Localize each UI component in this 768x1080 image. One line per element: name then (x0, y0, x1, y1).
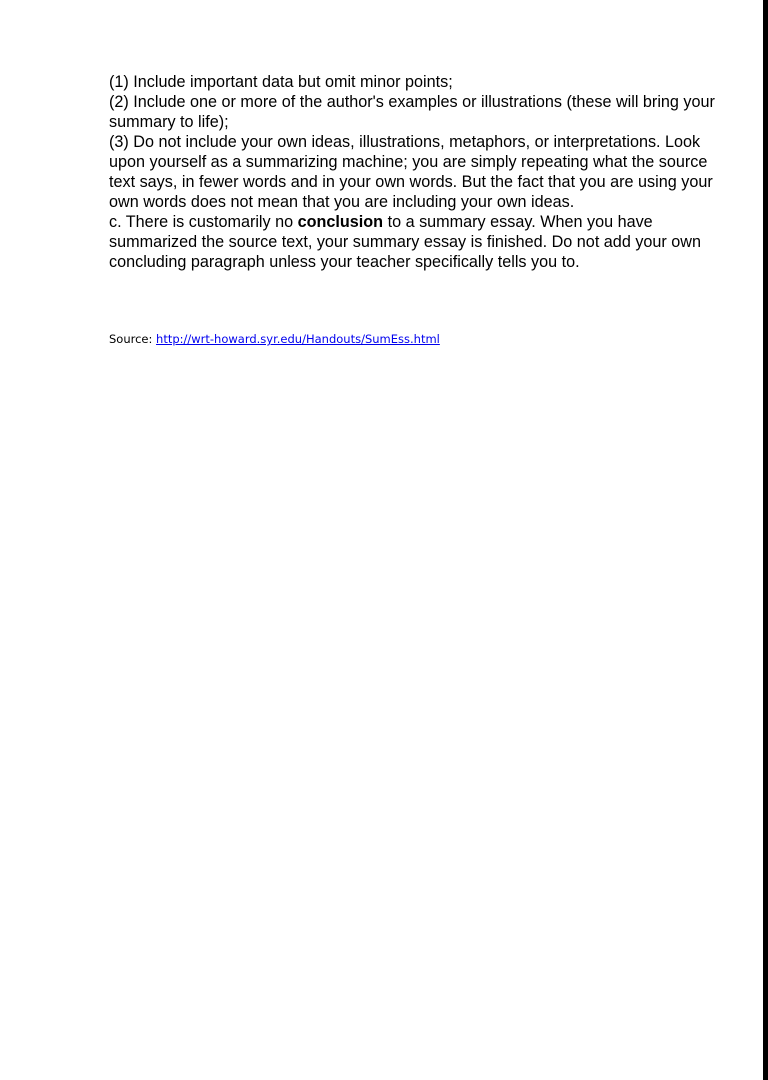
conclusion-paragraph (109, 212, 719, 272)
conclusion-text-before: c. There is customarily no (109, 213, 298, 231)
document-body (109, 72, 719, 272)
point-1-paragraph: (1) Include important data but omit minor points; (109, 73, 453, 91)
conclusion-bold-term: conclusion (297, 213, 384, 231)
source-citation (109, 331, 440, 347)
point-2-paragraph: (2) Include one or more of the author's examples or illustrations (these will bring your summary to life); (109, 93, 715, 131)
point-3-paragraph: (3) Do not include your own ideas, illustrations, metaphors, or interpretations. Look upon yourself as a summarizing machine; you are simply repeating what the source text says, in fewer words and in your own words. But the fact that you are using your own words does not mean that you are including your own ideas. (109, 133, 713, 211)
conclusion-text-after: to a summary essay. When you have summarized the source text, your summary essay is finished. Do not add your own concluding paragraph unless your teacher specifically tells you to. (109, 213, 701, 271)
source-link[interactable]: http://wrt-howard.syr.edu/Handouts/SumEss.html (156, 332, 440, 346)
source-label: Source: (109, 332, 157, 346)
